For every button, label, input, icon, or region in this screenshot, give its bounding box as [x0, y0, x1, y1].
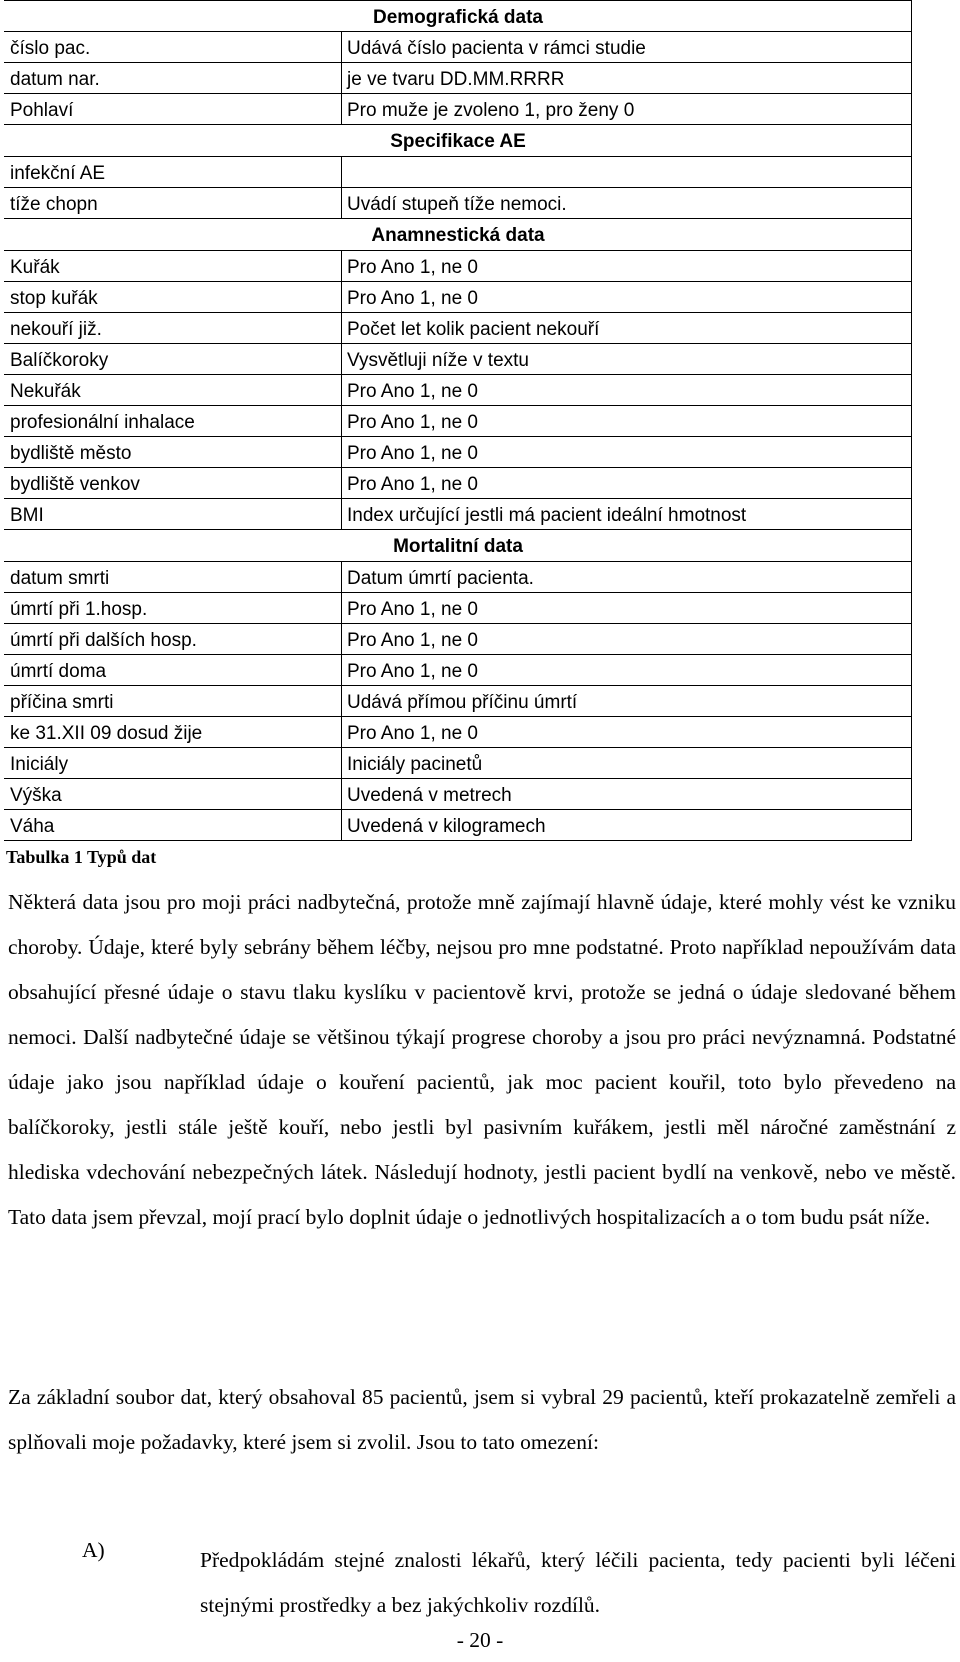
- column-divider: [341, 593, 342, 623]
- column-divider: [341, 468, 342, 498]
- table-border: [911, 593, 912, 623]
- body-paragraph-1: Některá data jsou pro moji práci nadbytečná, protože mně zajímají hlavně údaje, které mohly vést ke vzniku choroby. Údaje, které byly sebrány během léčby, nejsou pro mne podstatné. Proto například nepoužívám data obsahující přesné údaje o stavu tlaku kyslíku v pacientově krvi, protože se jedná o údaje sledované během nemoci. Další nadbytečné údaje se většinou týkají progrese choroby a jsou pro práci nevýznamná. Podstatné údaje jako jsou například údaje o kouření pacientů, jak moc pacient kouřil, toto bylo převedeno na balíčkoroky, jestli stále ještě kouří, nebo jestli byl pasivním kuřákem, jestli měl náročné zaměstnání z hlediska vdechování nebezpečných látek. Následují hodnoty, jestli pacient bydlí na venkově, nebo ve městě. Tato data jsem převzal, mojí prací bylo doplnit údaje o jednotlivých hospitalizacích a o tom budu psát níže.: [8, 890, 956, 1229]
- field-name: Váha: [10, 816, 55, 837]
- field-name: Iniciály: [10, 754, 69, 775]
- column-divider: [341, 313, 342, 343]
- table-border: [911, 810, 912, 840]
- field-description: Iniciály pacinetů: [347, 754, 483, 775]
- table-row: [4, 313, 912, 344]
- field-description: Pro muže je zvoleno 1, pro ženy 0: [347, 100, 635, 121]
- column-divider: [341, 32, 342, 62]
- table-row: [4, 188, 912, 219]
- column-divider: [341, 499, 342, 529]
- table-row: [4, 437, 912, 468]
- table-border: [911, 313, 912, 343]
- field-description: Pro Ano 1, ne 0: [347, 288, 478, 309]
- table-row: [4, 624, 912, 655]
- table-row: [4, 810, 912, 841]
- table-border: [911, 219, 912, 250]
- field-name: bydliště venkov: [10, 474, 140, 495]
- table-section-header: [4, 125, 912, 157]
- data-types-table: [4, 0, 912, 841]
- section-title: Anamnestická data: [371, 225, 545, 246]
- table-border: [911, 94, 912, 124]
- field-description: Pro Ano 1, ne 0: [347, 381, 478, 402]
- column-divider: [341, 562, 342, 592]
- column-divider: [341, 655, 342, 685]
- field-name: tíže chopn: [10, 194, 98, 215]
- table-row: [4, 717, 912, 748]
- table-border: [911, 686, 912, 716]
- table-section-header: [4, 530, 912, 562]
- field-name: Balíčkoroky: [10, 350, 109, 371]
- list-item-a-text: Předpokládám stejné znalosti lékařů, který léčili pacienta, tedy pacienti byli léčeni stejnými prostředky a bez jakýchkoliv rozdílů.: [200, 1548, 956, 1617]
- field-name: datum nar.: [10, 69, 100, 90]
- column-divider: [341, 686, 342, 716]
- table-border: [911, 251, 912, 281]
- table-row: [4, 344, 912, 375]
- field-description: Vysvětluji níže v textu: [347, 350, 529, 371]
- table-border: [911, 530, 912, 561]
- field-name: nekouří již.: [10, 319, 102, 340]
- field-name: infekční AE: [10, 163, 106, 184]
- table-row: [4, 251, 912, 282]
- table-border: [911, 717, 912, 747]
- table-border: [911, 32, 912, 62]
- table-border: [911, 344, 912, 374]
- field-description: Udává číslo pacienta v rámci studie: [347, 38, 646, 59]
- table-row: [4, 375, 912, 406]
- table-border: [911, 499, 912, 529]
- field-description: Pro Ano 1, ne 0: [347, 257, 478, 278]
- table-row: [4, 32, 912, 63]
- table-border: [911, 748, 912, 778]
- column-divider: [341, 624, 342, 654]
- table-row: [4, 686, 912, 717]
- field-name: datum smrti: [10, 568, 110, 589]
- table-border: [911, 282, 912, 312]
- field-description: Index určující jestli má pacient ideální hmotnost: [347, 505, 747, 526]
- field-name: stop kuřák: [10, 288, 98, 309]
- column-divider: [341, 406, 342, 436]
- section-title: Demografická data: [372, 7, 543, 28]
- field-name: Pohlaví: [10, 100, 74, 121]
- table-row: [4, 157, 912, 188]
- column-divider: [341, 94, 342, 124]
- field-name: úmrtí při dalších hosp.: [10, 630, 197, 651]
- field-name: číslo pac.: [10, 38, 91, 59]
- field-description: Pro Ano 1, ne 0: [347, 474, 478, 495]
- table-border: [911, 655, 912, 685]
- field-name: profesionální inhalace: [10, 412, 195, 433]
- column-divider: [341, 282, 342, 312]
- field-name: Nekuřák: [10, 381, 81, 402]
- table-row: [4, 593, 912, 624]
- column-divider: [341, 437, 342, 467]
- table-row: [4, 748, 912, 779]
- table-border: [911, 562, 912, 592]
- field-description: Počet let kolik pacient nekouří: [347, 319, 600, 340]
- table-border: [911, 188, 912, 218]
- section-title: Mortalitní data: [393, 536, 523, 557]
- list-marker-a: A): [82, 1538, 105, 1562]
- table-border: [911, 125, 912, 156]
- field-name: ke 31.XII 09 dosud žije: [10, 723, 203, 744]
- field-description: Pro Ano 1, ne 0: [347, 661, 478, 682]
- field-description: Pro Ano 1, ne 0: [347, 723, 478, 744]
- column-divider: [341, 188, 342, 218]
- field-name: bydliště město: [10, 443, 132, 464]
- field-description: Pro Ano 1, ne 0: [347, 412, 478, 433]
- table-caption: Tabulka 1 Typů dat: [6, 847, 157, 867]
- column-divider: [341, 779, 342, 809]
- table-row: [4, 468, 912, 499]
- field-name: úmrtí při 1.hosp.: [10, 599, 148, 620]
- field-description: Udává přímou příčinu úmrtí: [347, 692, 578, 713]
- table-row: [4, 63, 912, 94]
- table-section-header: [4, 0, 912, 32]
- column-divider: [341, 717, 342, 747]
- field-name: příčina smrti: [10, 692, 114, 713]
- field-description: Uvádí stupeň tíže nemoci.: [347, 194, 567, 215]
- field-description: Pro Ano 1, ne 0: [347, 630, 478, 651]
- page-number: - 20 -: [456, 1628, 504, 1652]
- column-divider: [341, 810, 342, 840]
- table-border: [911, 375, 912, 405]
- field-description: je ve tvaru DD.MM.RRRR: [347, 69, 565, 90]
- table-section-header: [4, 219, 912, 251]
- table-border: [911, 63, 912, 93]
- field-name: úmrtí doma: [10, 661, 107, 682]
- column-divider: [341, 748, 342, 778]
- table-row: [4, 94, 912, 125]
- table-row: [4, 562, 912, 593]
- field-description: Uvedená v kilogramech: [347, 816, 546, 837]
- field-name: Výška: [10, 785, 62, 806]
- table-row: [4, 499, 912, 530]
- table-border: [911, 157, 912, 187]
- column-divider: [341, 63, 342, 93]
- column-divider: [341, 251, 342, 281]
- field-description: Pro Ano 1, ne 0: [347, 599, 478, 620]
- column-divider: [341, 375, 342, 405]
- field-description: Datum úmrtí pacienta.: [347, 568, 534, 589]
- table-row: [4, 655, 912, 686]
- field-name: BMI: [10, 505, 44, 526]
- body-paragraph-2: Za základní soubor dat, který obsahoval 85 pacientů, jsem si vybral 29 pacientů, kteří prokazatelně zemřeli a splňovali moje požadavky, které jsem si zvolil. Jsou to tato omezení:: [8, 1385, 956, 1454]
- table-border: [911, 1, 912, 31]
- field-name: Kuřák: [10, 257, 60, 278]
- table-row: [4, 406, 912, 437]
- table-border: [911, 437, 912, 467]
- table-row: [4, 779, 912, 810]
- table-border: [911, 624, 912, 654]
- column-divider: [341, 157, 342, 187]
- table-border: [911, 406, 912, 436]
- table-border: [911, 468, 912, 498]
- field-description: Pro Ano 1, ne 0: [347, 443, 478, 464]
- section-title: Specifikace AE: [390, 131, 526, 152]
- table-row: [4, 282, 912, 313]
- table-border: [911, 779, 912, 809]
- field-description: Uvedená v metrech: [347, 785, 512, 806]
- column-divider: [341, 344, 342, 374]
